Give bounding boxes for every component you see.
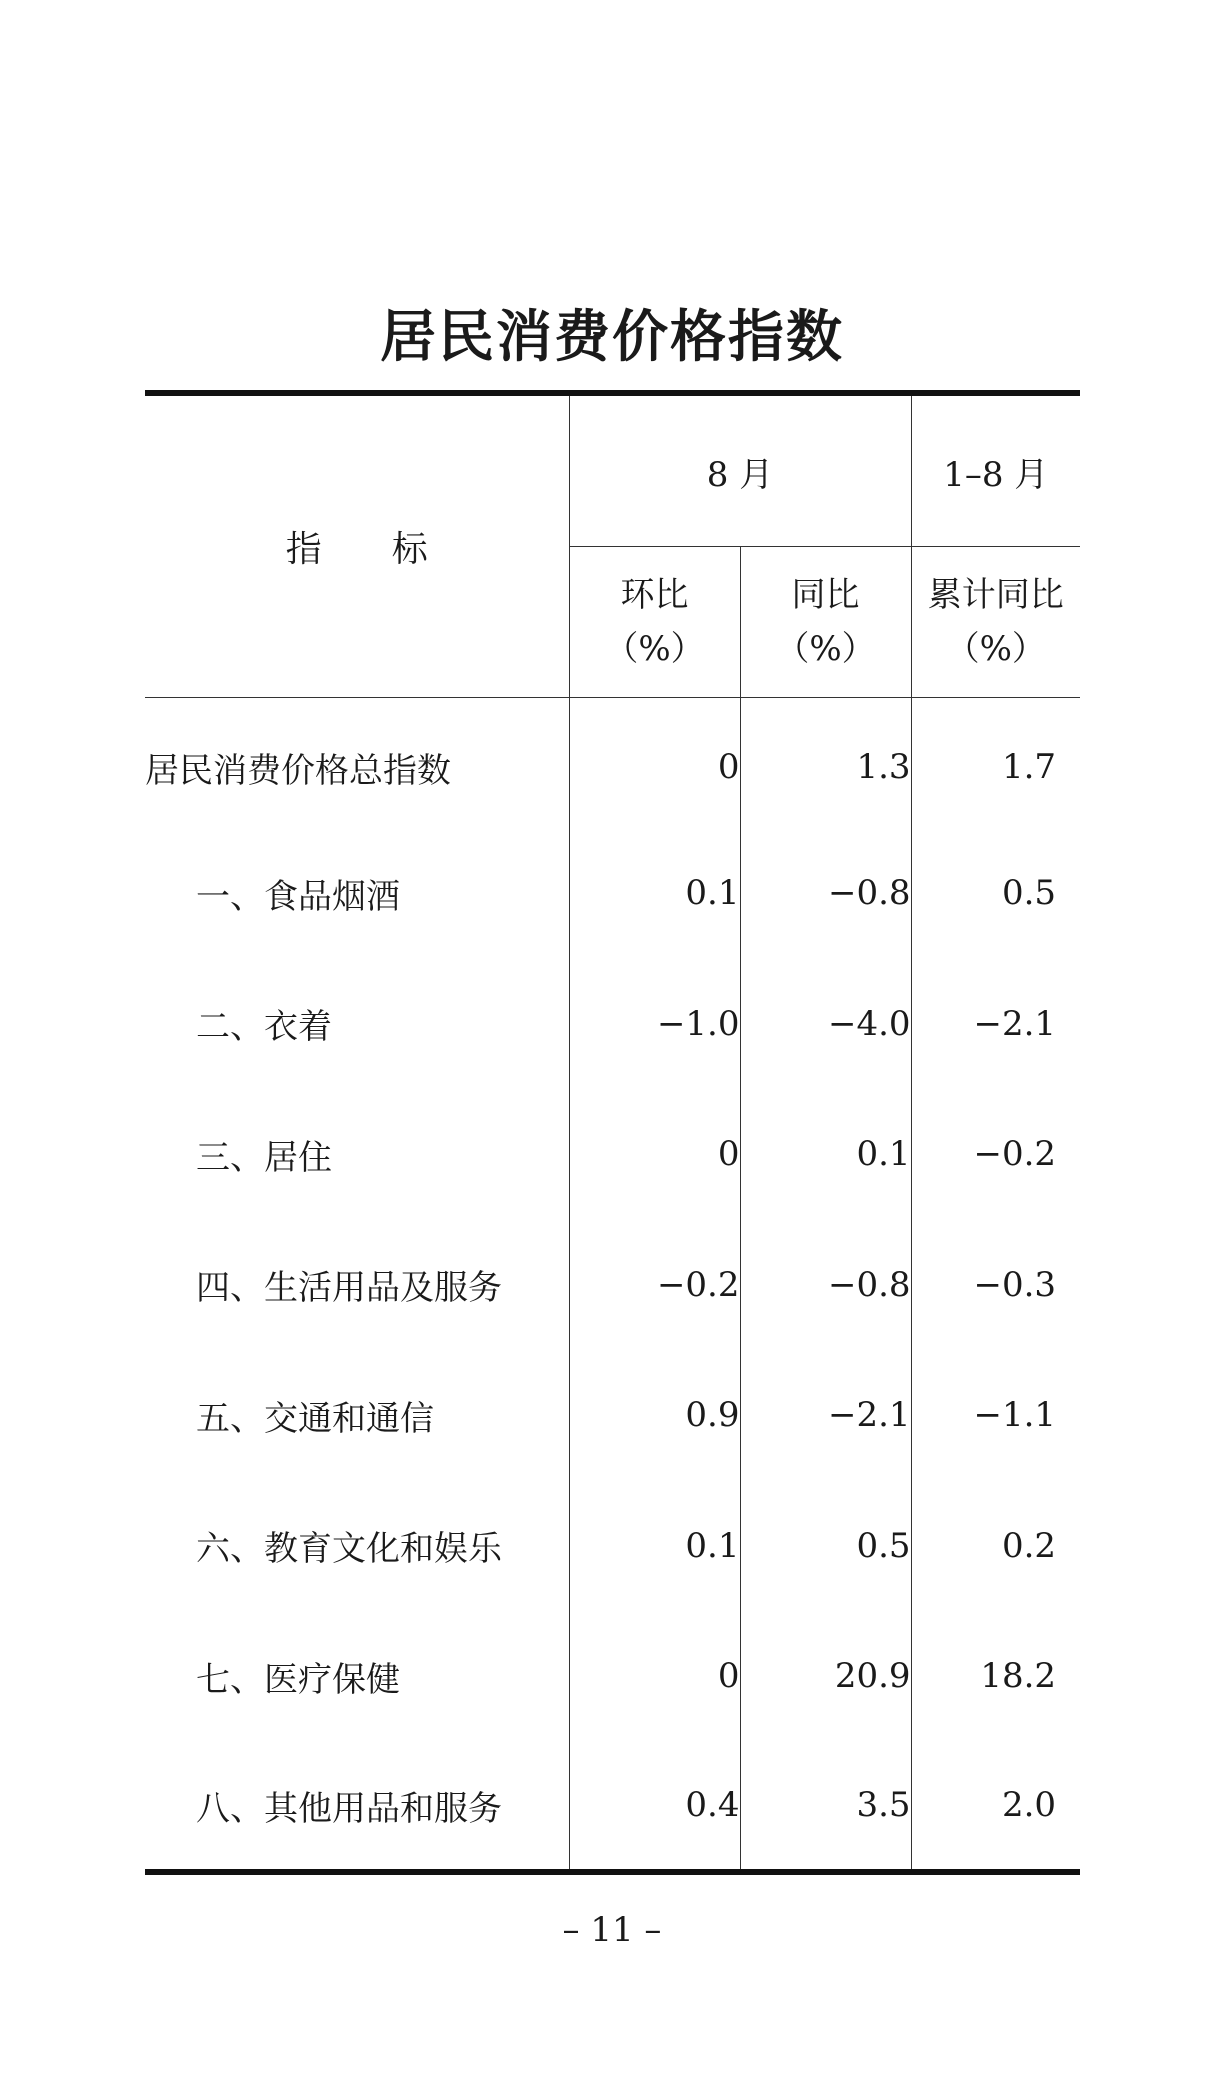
- cumulative-yoy-value: −1.1: [973, 1395, 1057, 1436]
- row-label: 七、医疗保健: [145, 1611, 569, 1742]
- yoy-value: 20.9: [740, 1611, 911, 1742]
- mom-value: 0: [569, 698, 740, 829]
- mom-value: −1.0: [569, 959, 740, 1090]
- table-row: [145, 828, 1080, 959]
- yoy-value: −4.0: [740, 959, 911, 1090]
- cumulative-yoy-value: 18.2: [980, 1656, 1057, 1697]
- row-label: 三、居住: [145, 1089, 569, 1220]
- row-label: 四、生活用品及服务: [145, 1220, 569, 1351]
- mom-value: 0: [569, 1089, 740, 1220]
- cpi-table: [145, 390, 1080, 1875]
- table-row: [145, 698, 1080, 829]
- table-row: [145, 1089, 1080, 1220]
- row-label: 六、教育文化和娱乐: [145, 1481, 569, 1612]
- page-number: – 11 –: [562, 1910, 662, 1950]
- row-label: 二、衣着: [145, 959, 569, 1090]
- table-row: [145, 1350, 1080, 1481]
- cumulative-yoy-value: 1.7: [1001, 747, 1057, 787]
- month-header: 8 月: [569, 393, 911, 547]
- page-title: 居民消费价格指数: [380, 304, 844, 370]
- yoy-header: 同比 （%）: [740, 547, 911, 698]
- mom-value: 0.9: [569, 1350, 740, 1481]
- yoy-value: 0.5: [740, 1481, 911, 1612]
- mom-value: 0.4: [569, 1742, 740, 1873]
- yoy-value: 3.5: [740, 1742, 911, 1873]
- table-row: [145, 1742, 1080, 1873]
- yoy-value: −0.8: [740, 828, 911, 959]
- cumulative-yoy-value: −0.2: [973, 1134, 1057, 1175]
- mom-value: 0: [569, 1611, 740, 1742]
- cumulative-yoy-value: 0.5: [1001, 873, 1057, 914]
- indicator-header: 指标: [145, 393, 569, 698]
- row-label: 八、其他用品和服务: [145, 1742, 569, 1873]
- table-row: [145, 1481, 1080, 1612]
- mom-value: −0.2: [569, 1220, 740, 1351]
- table-row: [145, 959, 1080, 1090]
- mom-value: 0.1: [569, 828, 740, 959]
- mom-value: 0.1: [569, 1481, 740, 1612]
- cumulative-period-header: 1–8 月: [911, 393, 1080, 547]
- cumulative-yoy-value: 0.2: [1001, 1525, 1057, 1566]
- yoy-value: −0.8: [740, 1220, 911, 1351]
- cumulative-yoy-value: −0.3: [973, 1264, 1057, 1305]
- cumulative-yoy-value: −2.1: [973, 1003, 1057, 1044]
- cumulative-yoy-value: 2.0: [1001, 1785, 1057, 1826]
- yoy-value: −2.1: [740, 1350, 911, 1481]
- cumulative-yoy-header: 累计同比 （%）: [911, 547, 1080, 698]
- row-label: 一、食品烟酒: [145, 828, 569, 959]
- yoy-value: 1.3: [740, 698, 911, 829]
- table-row: [145, 1220, 1080, 1351]
- mom-header: 环比 （%）: [569, 547, 740, 698]
- table-row: [145, 1611, 1080, 1742]
- row-label: 五、交通和通信: [145, 1350, 569, 1481]
- row-label: 居民消费价格总指数: [145, 698, 569, 829]
- yoy-value: 0.1: [740, 1089, 911, 1220]
